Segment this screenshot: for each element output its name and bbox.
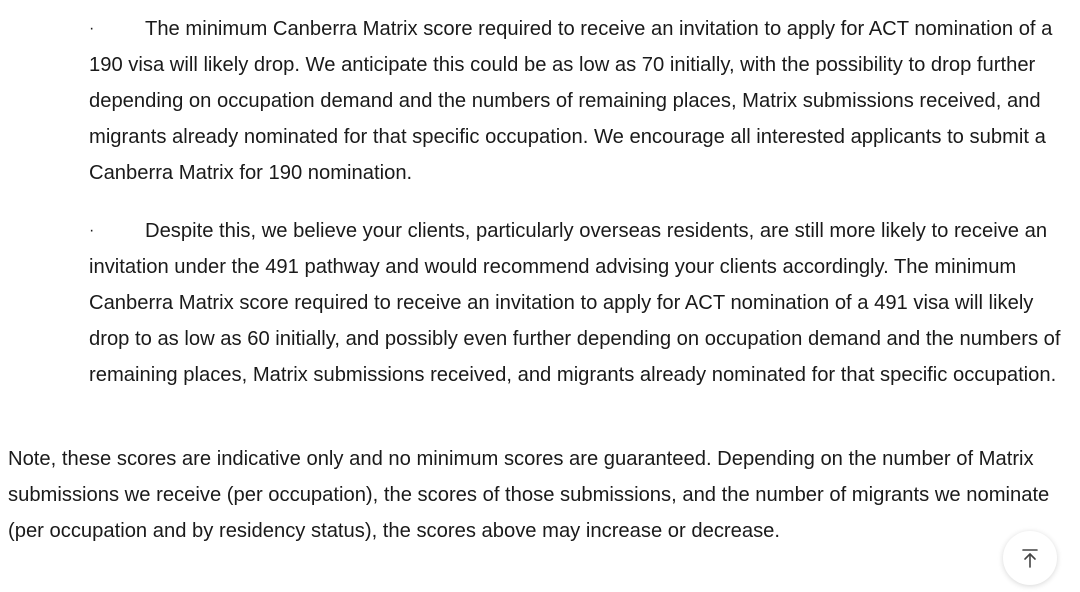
bullet-text: Despite this, we believe your clients, particularly overseas residents, are still more likely to receive an invitation under the 491 pathway and would recommend advising your clients accordingly. The minimum Canberra Matrix score required to receive an invitation to apply for ACT nomination of a 491 visa will likely drop to as low as 60 initially, and possibly even further depending on occupation demand and the numbers of remaining places, Matrix submissions received, and migrants already nominated for that specific occupation.: [89, 220, 1061, 386]
note-paragraph: Note, these scores are indicative only and no minimum scores are guaranteed. Depending on the number of Matrix submissions we receive (per occupation), the scores of those submissions, and the number of migrants we nominate (per occupation and by residency status), the scores above may increase or decrease.: [8, 448, 1050, 542]
bullet-item-491-visa: [89, 213, 1064, 393]
arrow-up-to-line-icon: [1019, 547, 1041, 569]
bullet-marker: ·: [89, 20, 95, 37]
bullet-marker: ·: [89, 222, 95, 239]
back-to-top-button[interactable]: [1003, 531, 1057, 585]
bullet-text: The minimum Canberra Matrix score required to receive an invitation to apply for ACT nomination of a 190 visa will likely drop. We anticipate this could be as low as 70 initially, with the possibility to drop further depending on occupation demand and the numbers of remaining places, Matrix submissions received, and migrants already nominated for that specific occupation. We encourage all interested applicants to submit a Canberra Matrix for 190 nomination.: [89, 18, 1053, 184]
bullet-item-190-visa: [89, 11, 1064, 191]
